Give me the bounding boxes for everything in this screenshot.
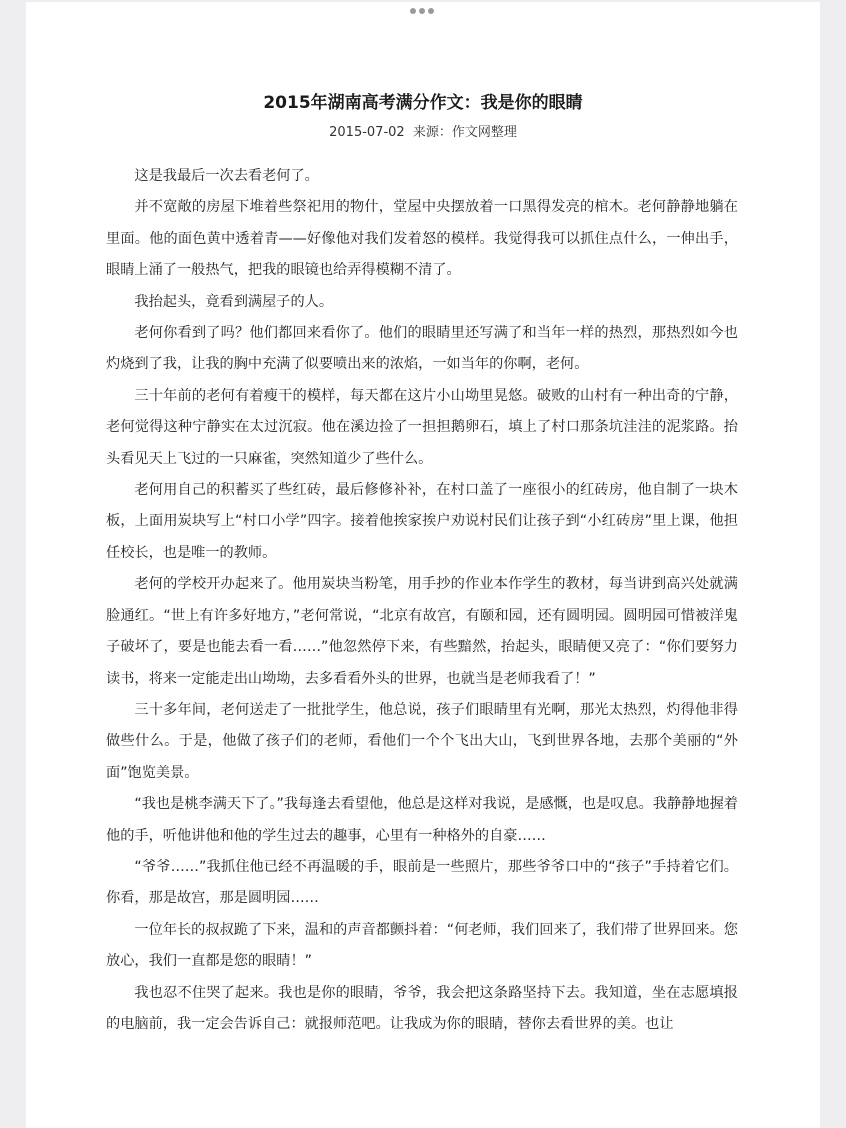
paragraph: 老何你看到了吗？他们都回来看你了。他们的眼睛里还写满了和当年一样的热烈，那热烈如今也灼烧到了我，让我的胸中充满了似要喷出来的浓焰，一如当年的你啊，老何。 <box>106 325 738 373</box>
document-page <box>26 2 820 1128</box>
paragraph: “我也是桃李满天下了。”我每逢去看望他，他总是这样对我说，是感慨，也是叹息。我静静地握着他的手，听他讲他和他的学生过去的趣事，心里有一种格外的自豪…… <box>106 796 738 844</box>
paragraph: 我抬起头，竟看到满屋子的人。 <box>134 293 334 310</box>
article-body <box>106 161 738 1040</box>
article-title: 2015年湖南高考满分作文：我是你的眼睛 <box>263 93 583 113</box>
paragraph: 三十多年间，老何送走了一批批学生，他总说，孩子们眼睛里有光啊，那光太热烈，灼得他非得做些什么。于是，他做了孩子们的老师，看他们一个个飞出大山，飞到世界各地，去那个美丽的“外面”饱览美景。 <box>106 701 738 781</box>
article-meta <box>26 123 820 143</box>
paragraph: 老何的学校开办起来了。他用炭块当粉笔，用手抄的作业本作学生的教材，每当讲到高兴处就满脸通红。“世上有许多好地方，”老何常说，“北京有故宫，有颐和园，还有圆明园。圆明园可惜被洋鬼子破坏了，要是也能去看一看……”他忽然停下来，有些黯然，抬起头，眼睛便又亮了：“你们要努力读书，将来一定能走出山坳坳，去多看看外头的世界，也就当是老师我看了！” <box>106 576 738 687</box>
paragraph: “爷爷……”我抓住他已经不再温暖的手，眼前是一些照片，那些爷爷口中的“孩子”手持着它们。你看，那是故宫，那是圆明园…… <box>106 858 738 907</box>
article-source: 来源：作文网整理 <box>412 125 517 140</box>
dot-icon <box>410 8 416 14</box>
dot-icon <box>419 8 425 14</box>
paragraph: 我也忍不住哭了起来。我也是你的眼睛，爷爷，我会把这条路坚持下去。我知道，坐在志愿填报的电脑前，我一定会告诉自己：就报师范吧。让我成为你的眼睛，替你去看世界的美。也让 <box>106 984 738 1032</box>
paragraph: 三十年前的老何有着瘦干的模样，每天都在这片小山坳里晃悠。破败的山村有一种出奇的宁静，老何觉得这种宁静实在太过沉寂。他在溪边捡了一担担鹅卵石，填上了村口那条坑洼洼的泥浆路。抬头看见天上飞过的一只麻雀，突然知道少了些什么。 <box>106 387 738 467</box>
paragraph: 一位年长的叔叔跪了下来，温和的声音都颤抖着：“何老师，我们回来了，我们带了世界回来。您放心，我们一直都是您的眼睛！” <box>106 921 738 970</box>
more-options-icon[interactable] <box>410 8 434 14</box>
dot-icon <box>428 8 434 14</box>
paragraph: 老何用自己的积蓄买了些红砖，最后修修补补，在村口盖了一座很小的红砖房，他自制了一块木板，上面用炭块写上“村口小学”四字。接着他挨家挨户劝说村民们让孩子到“小红砖房”里上课，他担任校长，也是唯一的教师。 <box>106 482 738 561</box>
paragraph: 并不宽敞的房屋下堆着些祭祀用的物什，堂屋中央摆放着一口黑得发亮的棺木。老何静静地躺在里面。他的面色黄中透着青——好像他对我们发着怒的模样。我觉得我可以抓住点什么，一伸出手，眼睛上涌了一般热气，把我的眼镜也给弄得模糊不清了。 <box>106 199 738 279</box>
article-date: 2015-07-02 <box>329 125 405 140</box>
paragraph: 这是我最后一次去看老何了。 <box>134 168 319 184</box>
